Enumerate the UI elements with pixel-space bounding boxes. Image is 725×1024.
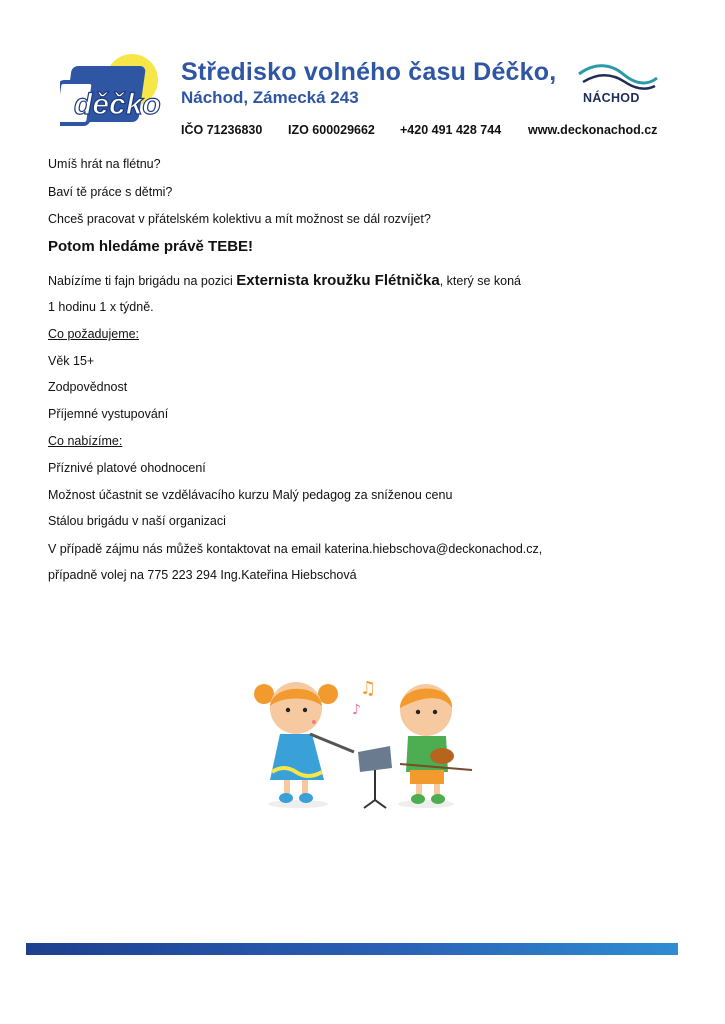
- requirements-heading: Co požadujeme:: [48, 327, 140, 341]
- org-name: Středisko volného času Déčko,: [181, 58, 557, 86]
- requirement-item: Příjemné vystupování: [48, 407, 169, 421]
- footer-bar: [26, 943, 678, 955]
- website-link[interactable]: www.deckonachod.cz: [528, 123, 658, 137]
- benefit-item: Stálou brigádu v naší organizaci: [48, 514, 226, 528]
- requirement-item: Věk 15+: [48, 354, 95, 368]
- izo-number: IZO 600029662: [288, 123, 375, 137]
- offer-position: Externista kroužku Flétnička: [236, 272, 440, 289]
- benefit-item: Příznivé platové ohodnocení: [48, 461, 206, 475]
- question-team: Chceš pracovat v přátelském kolektivu a mít možnost se dál rozvíjet?: [48, 212, 431, 226]
- contact-email-line: V případě zájmu nás můžeš kontaktovat na email katerina.hiebschova@deckonachod.cz,: [48, 542, 543, 556]
- offer-line: [48, 272, 521, 289]
- kids-music-illustration: [250, 672, 480, 812]
- benefit-item: Možnost účastnit se vzdělávacího kurzu Malý pedagog za sníženou cenu: [48, 488, 453, 502]
- offer-post: , který se koná: [439, 274, 521, 288]
- question-flute: Umíš hrát na flétnu?: [48, 157, 161, 171]
- decko-logo: [60, 52, 164, 132]
- offer-frequency: 1 hodinu 1 x týdně.: [48, 300, 154, 314]
- svg-text:♫: ♫: [360, 678, 377, 699]
- city-logo-text: NÁCHOD: [583, 91, 640, 105]
- question-children: Baví tě práce s dětmi?: [48, 185, 173, 199]
- logo-wordmark: děčko: [74, 88, 161, 121]
- org-address: Náchod, Zámecká 243: [181, 88, 359, 107]
- contact-phone-line: případně volej na 775 223 294 Ing.Kateřina Hiebschová: [48, 568, 357, 582]
- offer-pre: Nabízíme ti fajn brigádu na pozici: [48, 274, 237, 288]
- ico-number: IČO 71236830: [181, 123, 263, 137]
- requirement-item: Zodpovědnost: [48, 380, 128, 394]
- headline: Potom hledáme právě TEBE!: [48, 238, 254, 255]
- svg-text:♪: ♪: [352, 702, 361, 718]
- phone-number: +420 491 428 744: [400, 123, 502, 137]
- benefits-heading: Co nabízíme:: [48, 434, 123, 448]
